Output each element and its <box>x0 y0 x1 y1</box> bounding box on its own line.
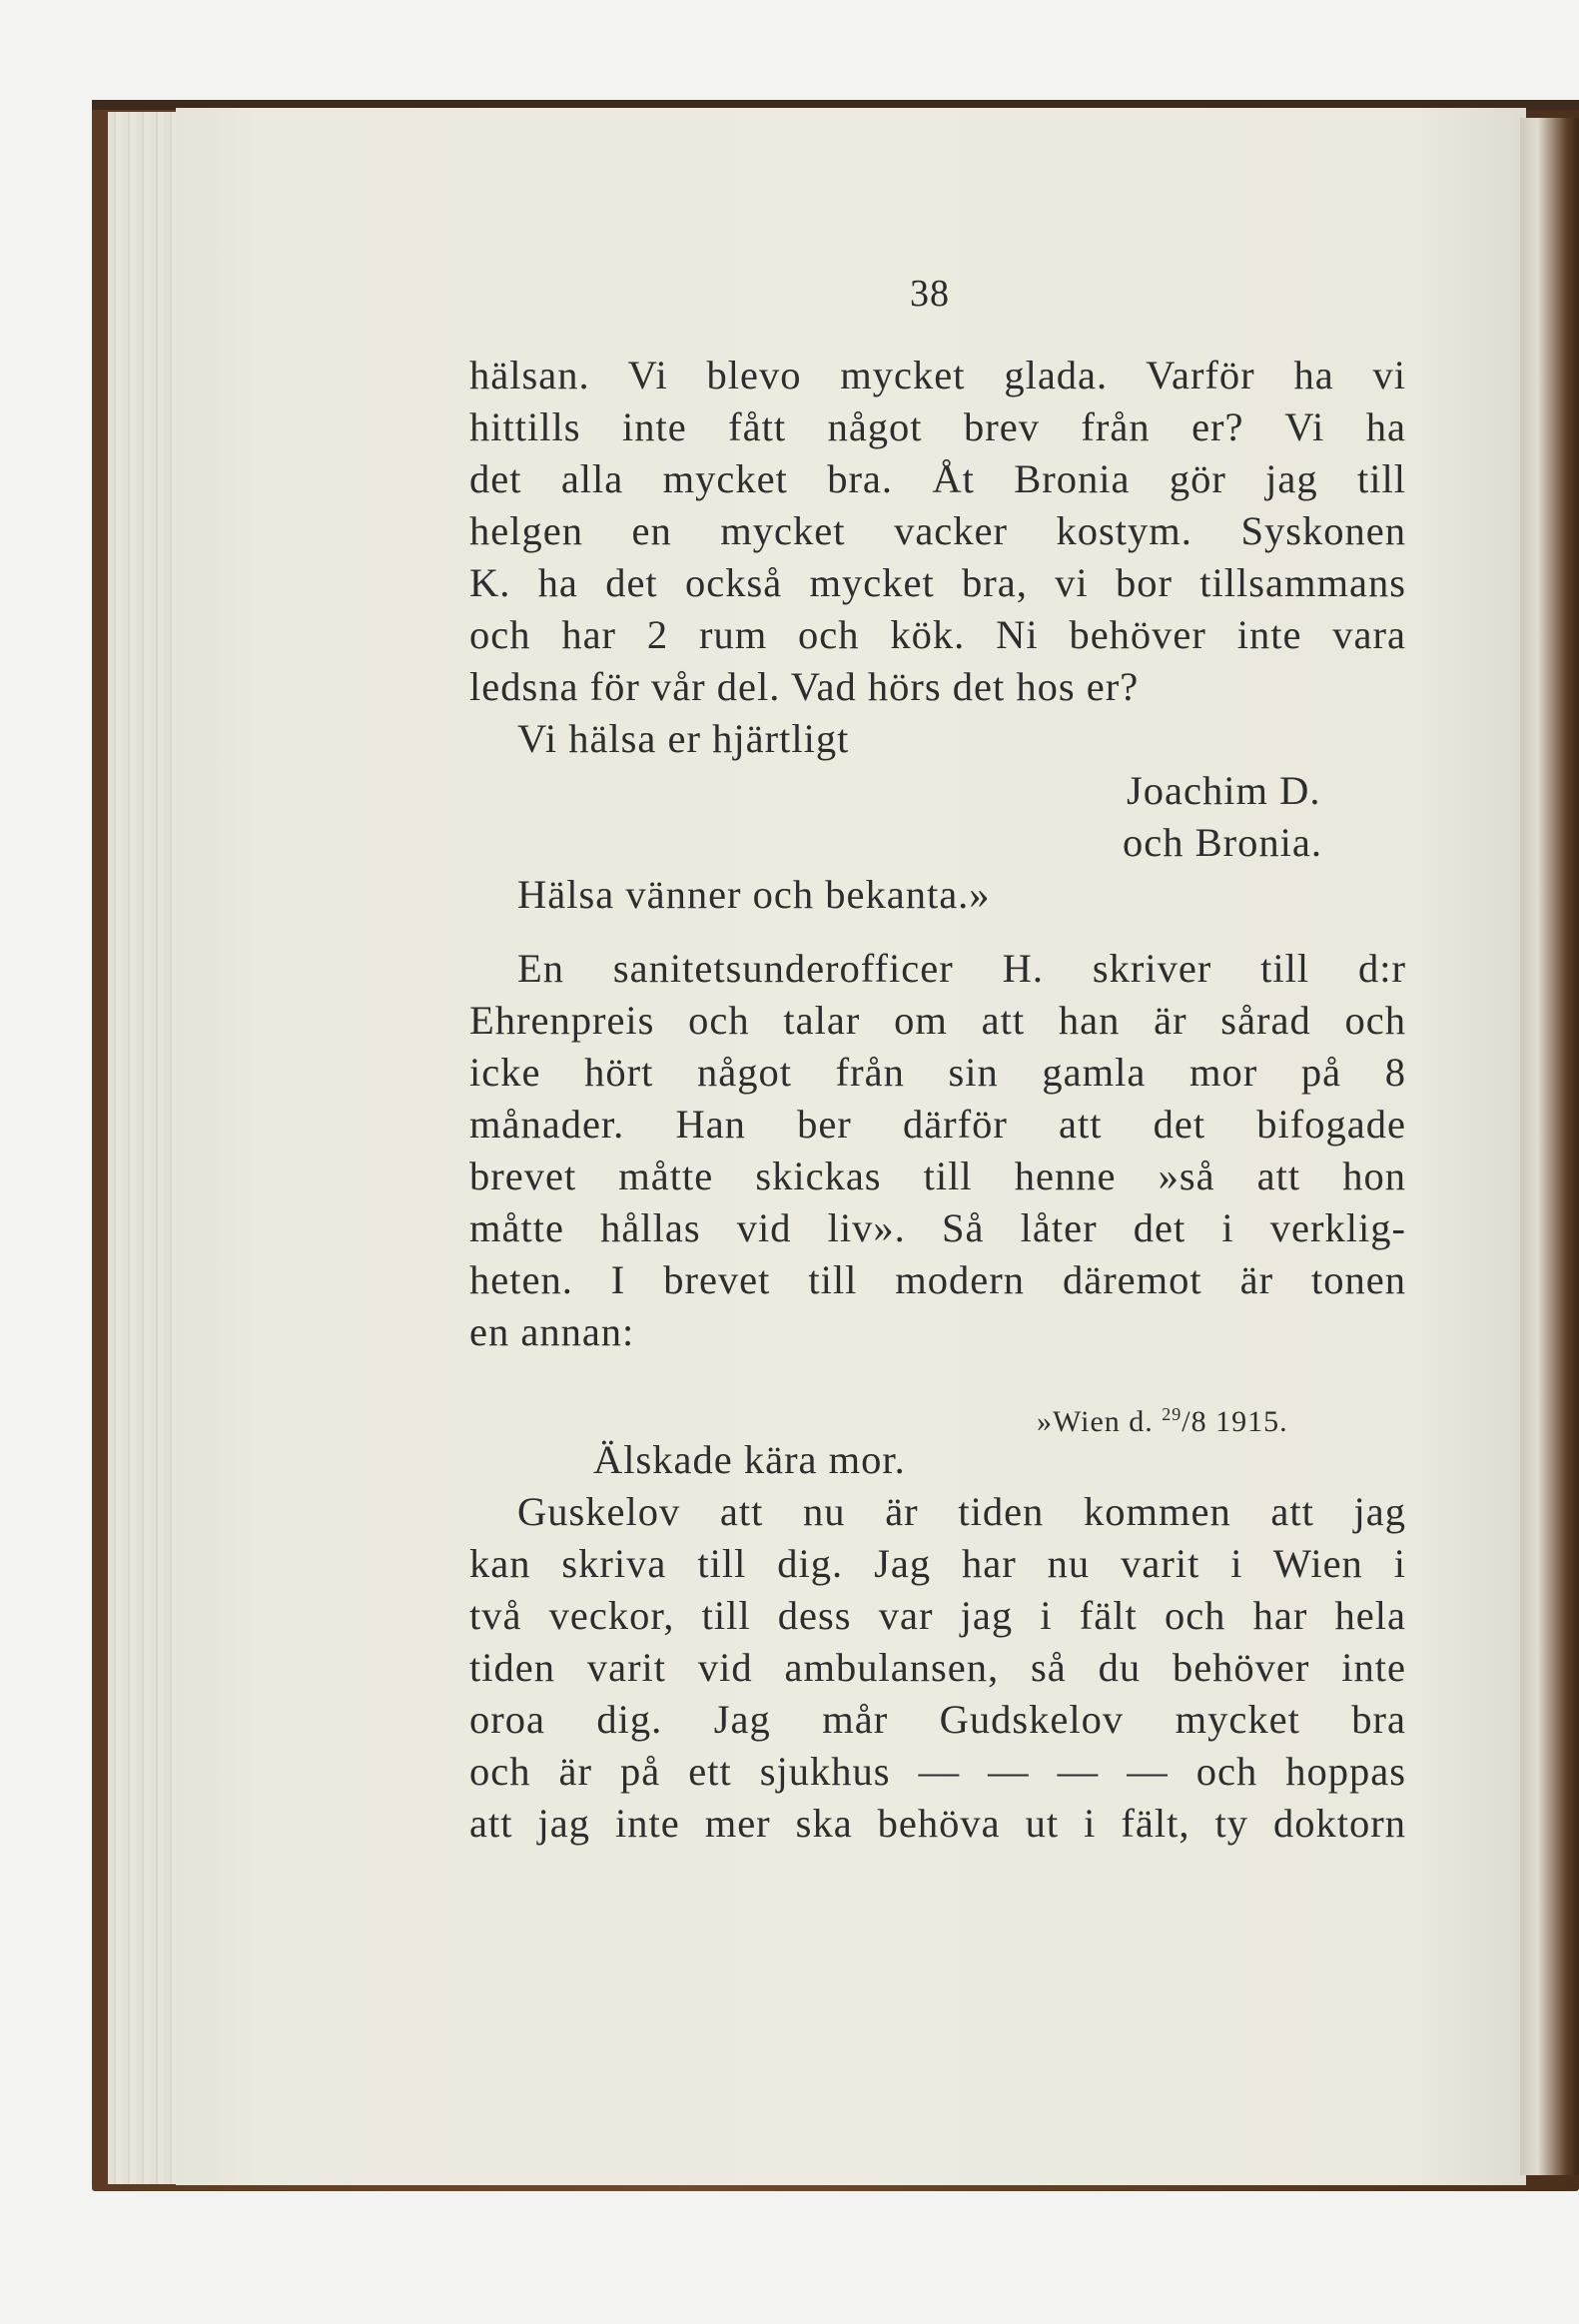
paragraph-gap <box>469 921 1406 943</box>
text-line: brevet måtte skickas till henne »så att hon <box>469 1154 1406 1198</box>
text-line: det alla mycket bra. Åt Bronia gör jag till <box>469 456 1406 501</box>
text-line: ledsna för vår del. Vad hörs det hos er? <box>469 664 1140 709</box>
dateline-prefix: »Wien d. <box>1037 1405 1163 1438</box>
text-line: och har 2 rum och kök. Ni behöver inte vara <box>469 612 1406 657</box>
text-line: oroa dig. Jag mår Gudskelov mycket bra <box>469 1697 1406 1742</box>
text-line: hälsan. Vi blevo mycket glada. Varför ha vi <box>469 353 1406 397</box>
text-line: helgen en mycket vacker kostym. Syskonen <box>469 508 1406 553</box>
text-line: Ehrenpreis och talar om att han är sårad och <box>469 998 1406 1043</box>
text-line: En sanitetsunderofficer H. skriver till d:r <box>517 946 1406 991</box>
text-line: heten. I brevet till modern däremot är tonen <box>469 1257 1406 1302</box>
signature-line: och Bronia. <box>1123 820 1322 865</box>
page-number: 38 <box>910 273 950 315</box>
letter-salutation: Älskade kära mor. <box>593 1437 906 1482</box>
text-line: en annan: <box>469 1309 635 1354</box>
text-line: icke hört något från sin gamla mor på 8 <box>469 1050 1406 1095</box>
text-line: två veckor, till dess var jag i fält och har hela <box>469 1593 1406 1638</box>
text-line: att jag inte mer ska behöva ut i fält, ty doktorn <box>469 1801 1406 1846</box>
book-spine-edge <box>1520 118 1579 2175</box>
dateline-day: 29 <box>1162 1404 1183 1424</box>
text-line: tiden varit vid ambulansen, så du behöver inte <box>469 1645 1406 1690</box>
text-line: månader. Han ber därför att det bifogade <box>469 1102 1406 1147</box>
page-body-text <box>469 350 1406 1850</box>
text-line: måtte hållas vid liv». Så låter det i verklig- <box>469 1205 1406 1250</box>
text-line: och är på ett sjukhus — — — — och hoppas <box>469 1749 1406 1794</box>
text-line: Hälsa vänner och bekanta.» <box>517 872 991 917</box>
dateline-rest: /8 1915. <box>1182 1405 1288 1438</box>
text-line: K. ha det också mycket bra, vi bor tillsammans <box>469 560 1406 605</box>
text-line: kan skriva till dig. Jag har nu varit i Wien i <box>469 1541 1406 1586</box>
text-line: Vi hälsa er hjärtligt <box>517 716 850 761</box>
paragraph-gap <box>469 1358 1406 1388</box>
letter-dateline <box>469 1388 1406 1438</box>
text-line: hittills inte fått något brev från er? Vi ha <box>469 404 1406 449</box>
signature-line: Joachim D. <box>1127 768 1321 813</box>
text-line: Guskelov att nu är tiden kommen att jag <box>517 1489 1406 1534</box>
